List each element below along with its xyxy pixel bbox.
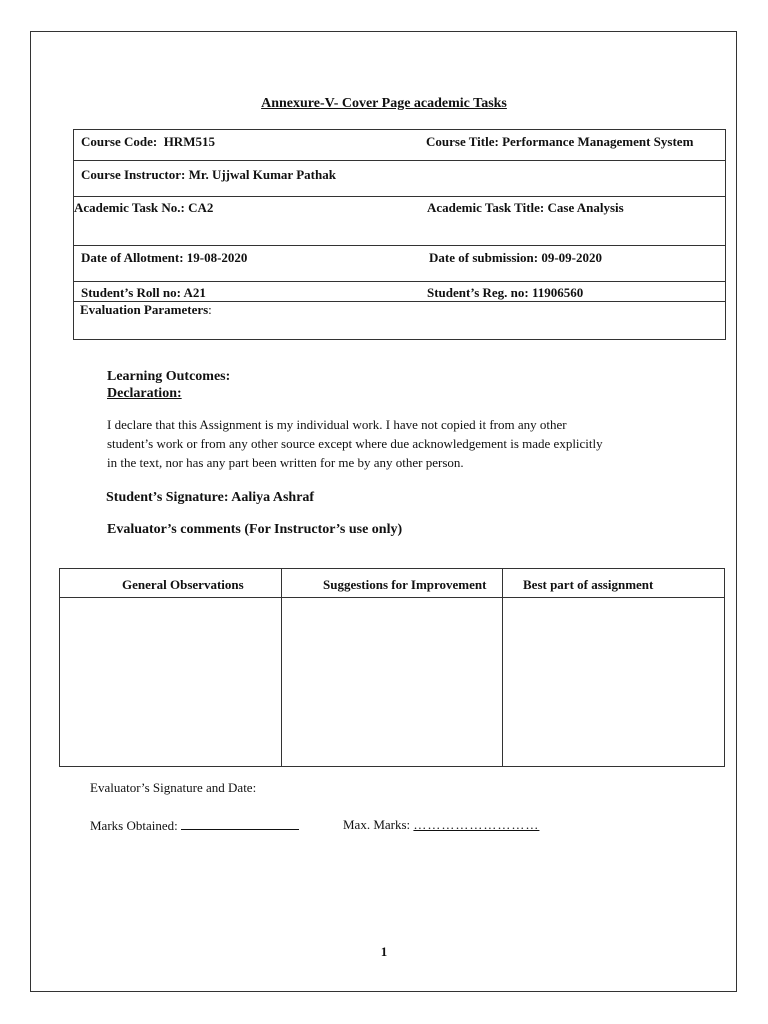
evaluation-parameters-colon: :	[208, 302, 212, 317]
evaluator-observations-table	[59, 568, 725, 767]
student-signature: Student’s Signature: Aaliya Ashraf	[106, 490, 315, 505]
course-code	[81, 134, 215, 150]
evaluation-parameters	[80, 302, 212, 318]
max-marks	[343, 817, 539, 833]
table-column-divider	[281, 569, 282, 766]
page-number: 1	[380, 944, 388, 959]
table-row-divider	[74, 160, 725, 161]
course-info-table	[73, 129, 726, 340]
evaluation-parameters-label: Evaluation Parameters	[80, 302, 209, 317]
max-marks-label: Max. Marks:	[343, 817, 411, 832]
marks-obtained	[90, 817, 299, 834]
max-marks-dots: ………………………	[413, 817, 540, 832]
course-code-label: Course Code:	[81, 134, 158, 149]
course-code-value: HRM515	[163, 134, 215, 149]
evaluator-comments-heading: Evaluator’s comments (For Instructor’s use only)	[107, 522, 403, 537]
declaration-text	[107, 415, 603, 472]
marks-obtained-blank	[181, 817, 299, 830]
marks-obtained-label: Marks Obtained:	[90, 818, 178, 833]
date-of-submission: Date of submission: 09-09-2020	[429, 250, 602, 265]
academic-task-no: Academic Task No.: CA2	[74, 200, 214, 215]
header-suggestions-for-improvement: Suggestions for Improvement	[323, 577, 487, 592]
evaluator-signature-label: Evaluator’s Signature and Date:	[90, 780, 257, 795]
course-title: Course Title: Performance Management System	[426, 134, 694, 149]
student-reg-no: Student’s Reg. no: 11906560	[427, 285, 584, 300]
table-row-divider	[74, 245, 725, 246]
table-row-divider	[74, 281, 725, 282]
table-header-divider	[60, 597, 724, 598]
course-instructor: Course Instructor: Mr. Ujjwal Kumar Pathak	[81, 167, 336, 182]
table-row-divider	[74, 196, 725, 197]
declaration-line: in the text, nor has any part been written for me by any other person.	[107, 455, 464, 470]
declaration-heading: Declaration:	[107, 386, 182, 401]
table-column-divider	[502, 569, 503, 766]
header-general-observations: General Observations	[122, 577, 244, 592]
academic-task-title: Academic Task Title: Case Analysis	[427, 200, 624, 215]
document-title: Annexure-V- Cover Page academic Tasks	[261, 96, 507, 111]
declaration-line: student’s work or from any other source except where due acknowledgement is made explicitly	[107, 436, 603, 451]
student-roll-no: Student’s Roll no: A21	[81, 285, 206, 300]
date-of-allotment: Date of Allotment: 19-08-2020	[81, 250, 248, 265]
learning-outcomes-heading: Learning Outcomes:	[107, 369, 231, 384]
header-best-part-of-assignment: Best part of assignment	[523, 577, 654, 592]
declaration-line: I declare that this Assignment is my individual work. I have not copied it from any other	[107, 417, 567, 432]
